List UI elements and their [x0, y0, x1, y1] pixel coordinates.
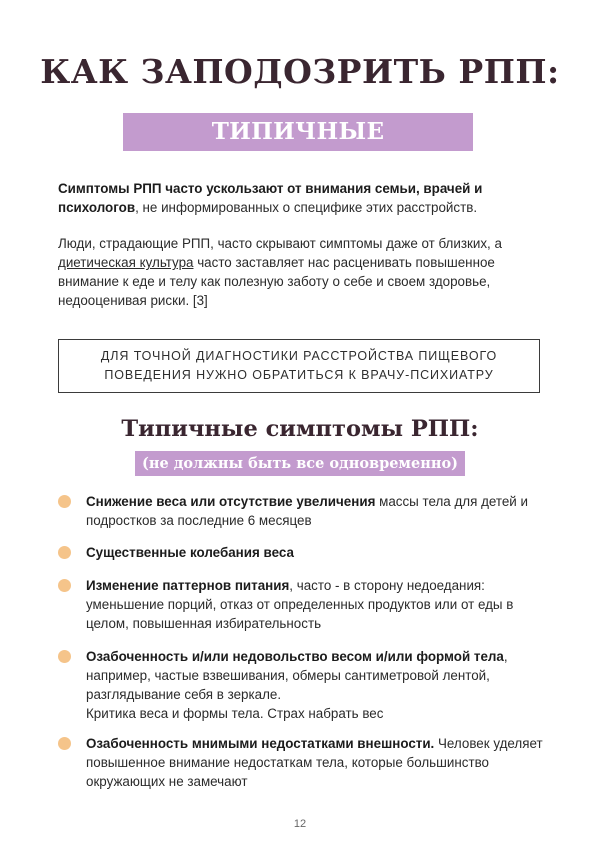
note-line-1: ДЛЯ ТОЧНОЙ ДИАГНОСТИКИ РАССТРОЙСТВА ПИЩЕВОГО — [100, 349, 498, 363]
symptom-desc: массы тела для детей и подростков за последние 6 месяцев — [86, 494, 528, 528]
diet-culture-link[interactable]: диетическая культура — [58, 255, 194, 270]
symptom-bold: Озабоченность мнимыми недостатками внешности. — [86, 736, 435, 751]
symptom-bold: Озабоченность и/или недовольство весом и/или формой тела — [86, 649, 504, 664]
bullet-dot-icon — [58, 650, 71, 663]
symptom-text — [86, 543, 556, 562]
symptom-desc: Человек уделяет повышенное внимание недостаткам тела, которые большинство окружающих не замечают — [86, 736, 543, 789]
intro-paragraph-2-start: Люди, страдающие РПП, часто скрывают симптомы даже от близких, а — [58, 236, 502, 251]
diagnosis-note-box — [58, 339, 540, 393]
intro-paragraph-1-text: , не информированных о специфике этих расстройств. — [135, 200, 478, 215]
symptom-bold: Существенные колебания веса — [86, 545, 294, 560]
symptom-text — [86, 734, 556, 791]
intro-paragraph-1-bold: Симптомы РПП часто ускользают от внимания семьи, врачей и психологов — [58, 181, 483, 215]
symptoms-subheading: (не должны быть все одновременно) — [135, 451, 465, 476]
symptom-text — [86, 647, 556, 723]
symptom-bold: Снижение веса или отсутствие увеличения — [86, 494, 376, 509]
symptom-desc: , например, частые взвешивания, обмеры сантиметровой лентой, разглядывание себя в зеркале. — [86, 649, 508, 702]
page-number: 12 — [293, 818, 307, 830]
note-line-2: ПОВЕДЕНИЯ НУЖНО ОБРАТИТЬСЯ К ВРАЧУ-ПСИХИАТРУ — [104, 368, 494, 382]
intro-paragraph-2-end: часто заставляет нас расценивать повышенное внимание к еде и телу как полезную заботу о себе и своем здоровье, недооценивая риски. [3] — [58, 255, 495, 308]
bullet-dot-icon — [58, 579, 71, 592]
symptom-text — [86, 492, 556, 530]
symptom-text — [86, 576, 556, 633]
symptom-bold: Изменение паттернов питания — [86, 578, 290, 593]
symptoms-heading: Типичные симптомы РПП: — [121, 416, 479, 442]
page-title: КАК ЗАПОДОЗРИТЬ РПП: — [40, 52, 560, 91]
intro-paragraph-2 — [58, 234, 558, 310]
symptom-desc: , часто - в сторону недоедания: уменьшение порций, отказ от определенных продуктов или от еды в целом, повышенная избирательность — [86, 578, 514, 631]
page-subtitle: ТИПИЧНЫЕ СИМПТОМЫ — [123, 113, 473, 151]
intro-paragraph-1 — [58, 179, 558, 217]
bullet-dot-icon — [58, 737, 71, 750]
symptom-extra: Критика веса и формы тела. Страх набрать вес — [86, 706, 384, 721]
bullet-dot-icon — [58, 495, 71, 508]
bullet-dot-icon — [58, 546, 71, 559]
